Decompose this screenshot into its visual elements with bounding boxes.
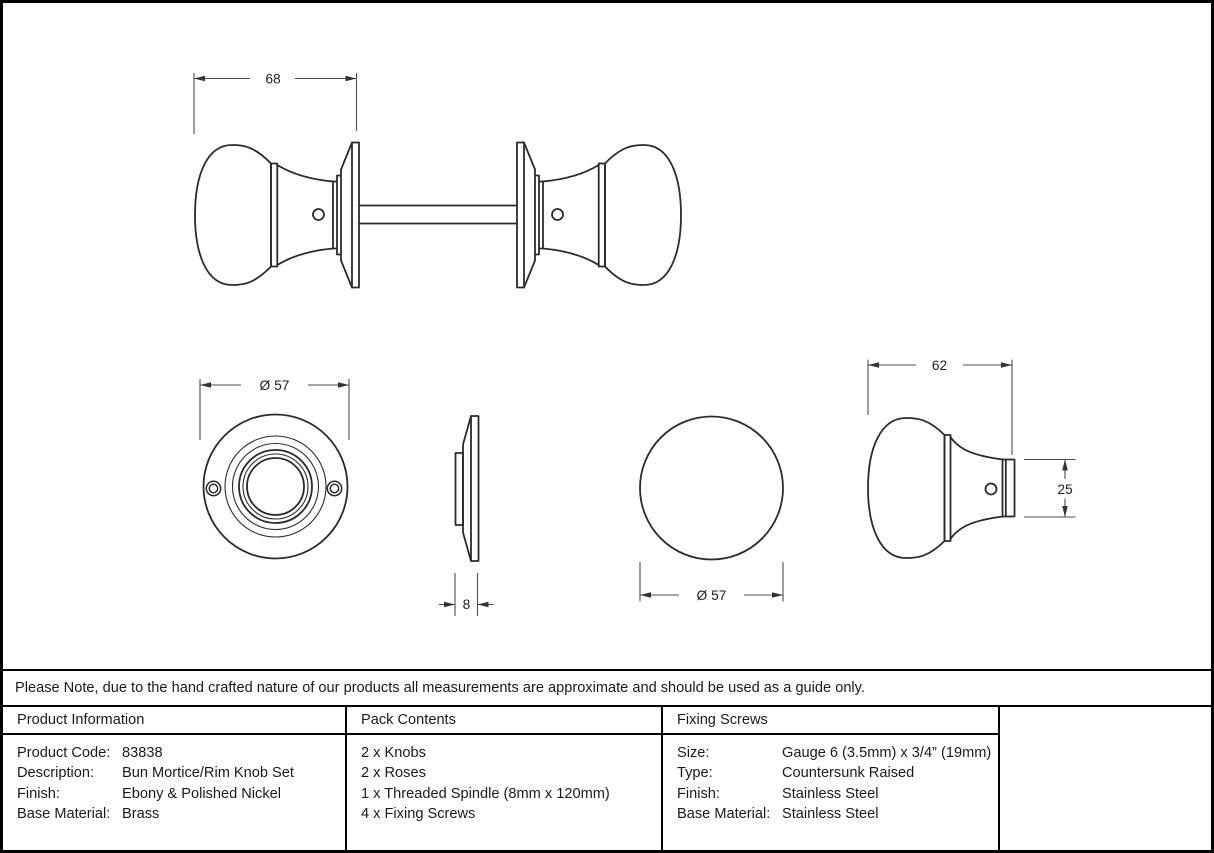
left-screw-hole-inner	[209, 484, 217, 492]
list-item: 2 x Knobs	[361, 745, 426, 761]
dim-assembly-length: 68	[265, 71, 281, 87]
knob-face-circle	[640, 417, 783, 560]
rose-side-plate	[471, 416, 479, 561]
spec-columns	[3, 707, 1211, 850]
product-information-column	[3, 707, 347, 850]
dim-rose-diameter: Ø 57	[259, 377, 290, 393]
table-row	[17, 743, 345, 763]
knob-side-view	[868, 418, 1015, 558]
technical-drawing	[3, 3, 1214, 673]
row-value: Brass	[122, 806, 160, 823]
left-screw-hole	[206, 481, 220, 495]
right-rose-plate	[517, 143, 524, 288]
threaded-spindle	[359, 206, 517, 224]
right-screw-hole	[327, 481, 341, 495]
left-rose-plate	[352, 143, 359, 288]
table-row	[677, 804, 998, 824]
knob-side-grub-screw-hole	[986, 484, 997, 495]
rose-center-boss	[247, 458, 304, 515]
table-row	[677, 743, 998, 763]
table-row	[17, 763, 345, 783]
product-information-header	[3, 707, 345, 735]
rose-ring	[243, 454, 308, 519]
dimension-arrowheads	[194, 76, 1068, 608]
list-item: 2 x Roses	[361, 765, 426, 782]
row-label: Type:	[677, 765, 713, 782]
rose-ring	[233, 444, 319, 530]
knob-side-shank	[1003, 460, 1015, 517]
rose-side-bevel	[463, 416, 471, 561]
pack-contents-column	[347, 707, 663, 850]
dim-knob-shank-height: 25	[1057, 481, 1073, 497]
row-label: Finish:	[677, 785, 720, 802]
left-rose-bevel	[341, 143, 352, 288]
right-rose-bevel	[524, 143, 535, 288]
row-value: Stainless Steel	[782, 785, 879, 802]
left-knob-head	[195, 145, 271, 285]
fixing-screws-header-label: Fixing Screws	[677, 712, 768, 728]
right-rose-steps	[535, 170, 543, 261]
list-item: 4 x Fixing Screws	[361, 806, 476, 823]
knob-front-view	[640, 417, 783, 560]
right-grub-screw-hole	[552, 209, 563, 220]
right-screw-hole-inner	[330, 484, 338, 492]
product-information-body	[3, 735, 345, 825]
dim-rose-depth: 8	[462, 597, 471, 613]
pack-contents-body	[347, 735, 661, 825]
note-row	[3, 671, 1211, 707]
spec-table	[3, 669, 1211, 850]
pack-contents-header	[347, 707, 661, 735]
rose-front-view	[204, 415, 348, 559]
knob-side-collar	[945, 435, 951, 541]
right-knob-head	[605, 145, 681, 285]
rose-side-step	[456, 453, 464, 525]
left-grub-screw-hole	[313, 209, 324, 220]
right-knob-collar	[599, 164, 605, 267]
knob-side-head	[868, 418, 945, 558]
row-value: Bun Mortice/Rim Knob Set	[122, 765, 294, 782]
pack-contents-header-label: Pack Contents	[361, 712, 456, 728]
dimension-lines	[194, 73, 1076, 616]
table-row	[677, 784, 998, 804]
rose-ring	[239, 450, 312, 523]
rose-ring	[225, 436, 326, 537]
fixing-screws-header	[663, 707, 998, 735]
table-row	[677, 763, 998, 783]
fixing-screws-column	[663, 707, 1000, 850]
row-value: 83838	[122, 745, 163, 761]
row-value: Gauge 6 (3.5mm) x 3/4” (19mm)	[782, 745, 992, 761]
list-item: 1 x Threaded Spindle (8mm x 120mm)	[361, 785, 610, 802]
row-label: Size:	[677, 745, 710, 761]
row-value: Countersunk Raised	[782, 765, 915, 782]
row-value: Ebony & Polished Nickel	[122, 785, 281, 802]
row-label: Base Material:	[17, 806, 111, 823]
measurement-note: Please Note, due to the hand crafted nature of our products all measurements are approximate and should be used as a guide only.	[15, 680, 865, 696]
rose-side-view	[456, 416, 479, 561]
fixing-screws-body	[663, 735, 998, 825]
empty-cell	[1000, 707, 1211, 850]
row-label: Description:	[17, 765, 95, 782]
dim-knob-length: 62	[931, 357, 948, 373]
product-information-header-label: Product Information	[17, 712, 145, 728]
left-knob-collar	[271, 164, 277, 267]
table-row	[17, 804, 345, 824]
left-rose-steps	[333, 170, 341, 261]
row-label: Base Material:	[677, 806, 771, 823]
knob-side-neck	[951, 437, 1003, 539]
dim-knob-face-diameter: Ø 57	[696, 587, 727, 603]
table-row	[17, 784, 345, 804]
row-label: Product Code:	[17, 745, 111, 761]
knob-set-assembly-view	[195, 143, 681, 288]
row-label: Finish:	[17, 785, 60, 802]
row-value: Stainless Steel	[782, 806, 879, 823]
